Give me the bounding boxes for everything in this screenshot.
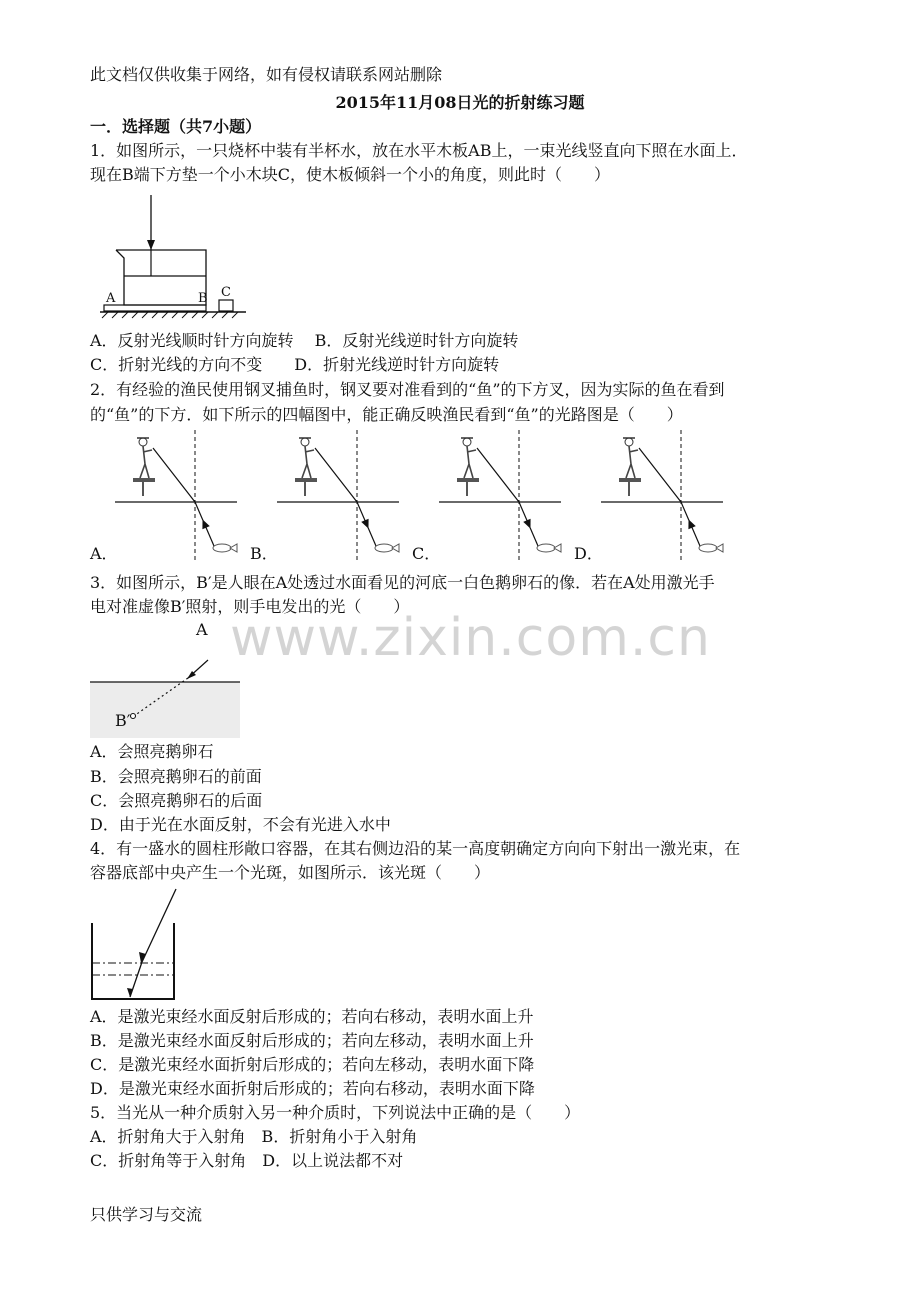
figure-2-label-d: D． [574, 544, 603, 563]
figure-1-label-a: A [106, 291, 116, 306]
question-3-option-d: D．由于光在水面反射，不会有光进入水中 [90, 815, 391, 834]
light-path-diagram-b [277, 430, 399, 560]
question-4-option-b: B．是激光束经水面反射后形成的；若向左移动，表明水面上升 [90, 1031, 534, 1050]
question-4-option-d: D．是激光束经水面折射后形成的；若向右移动，表明水面下降 [90, 1079, 535, 1098]
figure-1-label-c: C [221, 285, 231, 300]
question-4-line-1: 4．有一盛水的圆柱形敞口容器，在其右侧边沿的某一高度朝确定方向向下射出一激光束，在 [90, 839, 741, 858]
question-3-line-1: 3．如图所示，B′是人眼在A处透过水面看见的河底一白色鹅卵石的像．若在A处用激光手 [90, 573, 715, 592]
light-path-diagram-d [601, 430, 723, 560]
question-2-line-2: 的“鱼”的下方．如下所示的四幅图中，能正确反映渔民看到“鱼”的光路图是（ ） [90, 405, 683, 424]
question-3-option-c: C．会照亮鹅卵石的后面 [90, 791, 263, 810]
question-1-options-1: A．反射光线顺时针方向旋转 B．反射光线逆时针方向旋转 [90, 331, 519, 350]
question-2-line-1: 2．有经验的渔民使用钢叉捕鱼时，钢叉要对准看到的“鱼”的下方叉，因为实际的鱼在看到 [90, 380, 725, 399]
question-3-option-a: A．会照亮鹅卵石 [90, 742, 214, 761]
question-5-line-1: 5．当光从一种介质射入另一种介质时，下列说法中正确的是（ ） [90, 1103, 581, 1122]
question-4-option-a: A．是激光束经水面反射后形成的；若向右移动，表明水面上升 [90, 1007, 534, 1026]
figure-3-label-a: A [196, 620, 208, 639]
figure-1-label-b: B [198, 291, 208, 306]
question-4-line-2: 容器底部中央产生一个光斑，如图所示．该光斑（ ） [90, 863, 491, 882]
question-5-options-1: A．折射角大于入射角 B．折射角小于入射角 [90, 1127, 418, 1146]
question-3-line-2: 电对准虚像B′照射，则手电发出的光（ ） [90, 597, 410, 616]
question-1-line-1: 1．如图所示，一只烧杯中装有半杯水，放在水平木板AB上，一束光线竖直向下照在水面上． [90, 141, 748, 160]
question-2-figures [0, 428, 920, 568]
footer-note: 只供学习与交流 [90, 1205, 203, 1224]
header-note: 此文档仅供收集于网络，如有侵权请联系网站删除 [90, 65, 443, 84]
question-3-figure [88, 620, 243, 740]
question-5-options-2: C．折射角等于入射角 D．以上说法都不对 [90, 1151, 404, 1170]
figure-3-label-b: B′ [115, 711, 131, 730]
figure-2-label-b: B． [250, 544, 278, 563]
figure-2-label-a: A． [90, 544, 118, 563]
watermark: www.zixin.com.cn [230, 608, 711, 668]
question-3-option-b: B．会照亮鹅卵石的前面 [90, 767, 262, 786]
question-4-option-c: C．是激光束经水面折射后形成的；若向左移动，表明水面下降 [90, 1055, 535, 1074]
page-title: 2015年11月08日光的折射练习题 [335, 93, 585, 112]
question-1-figure [96, 190, 256, 320]
section-heading: 一．选择题（共7小题） [90, 117, 262, 136]
figure-2-label-c: C． [412, 544, 441, 563]
question-4-figure [88, 885, 188, 1005]
light-path-diagram-c [439, 430, 561, 560]
question-1-options-2: C．折射光线的方向不变 D．折射光线逆时针方向旋转 [90, 355, 500, 374]
light-path-diagram-a [115, 430, 237, 560]
question-1-line-2: 现在B端下方垫一个小木块C，使木板倾斜一个小的角度，则此时（ ） [90, 165, 611, 184]
